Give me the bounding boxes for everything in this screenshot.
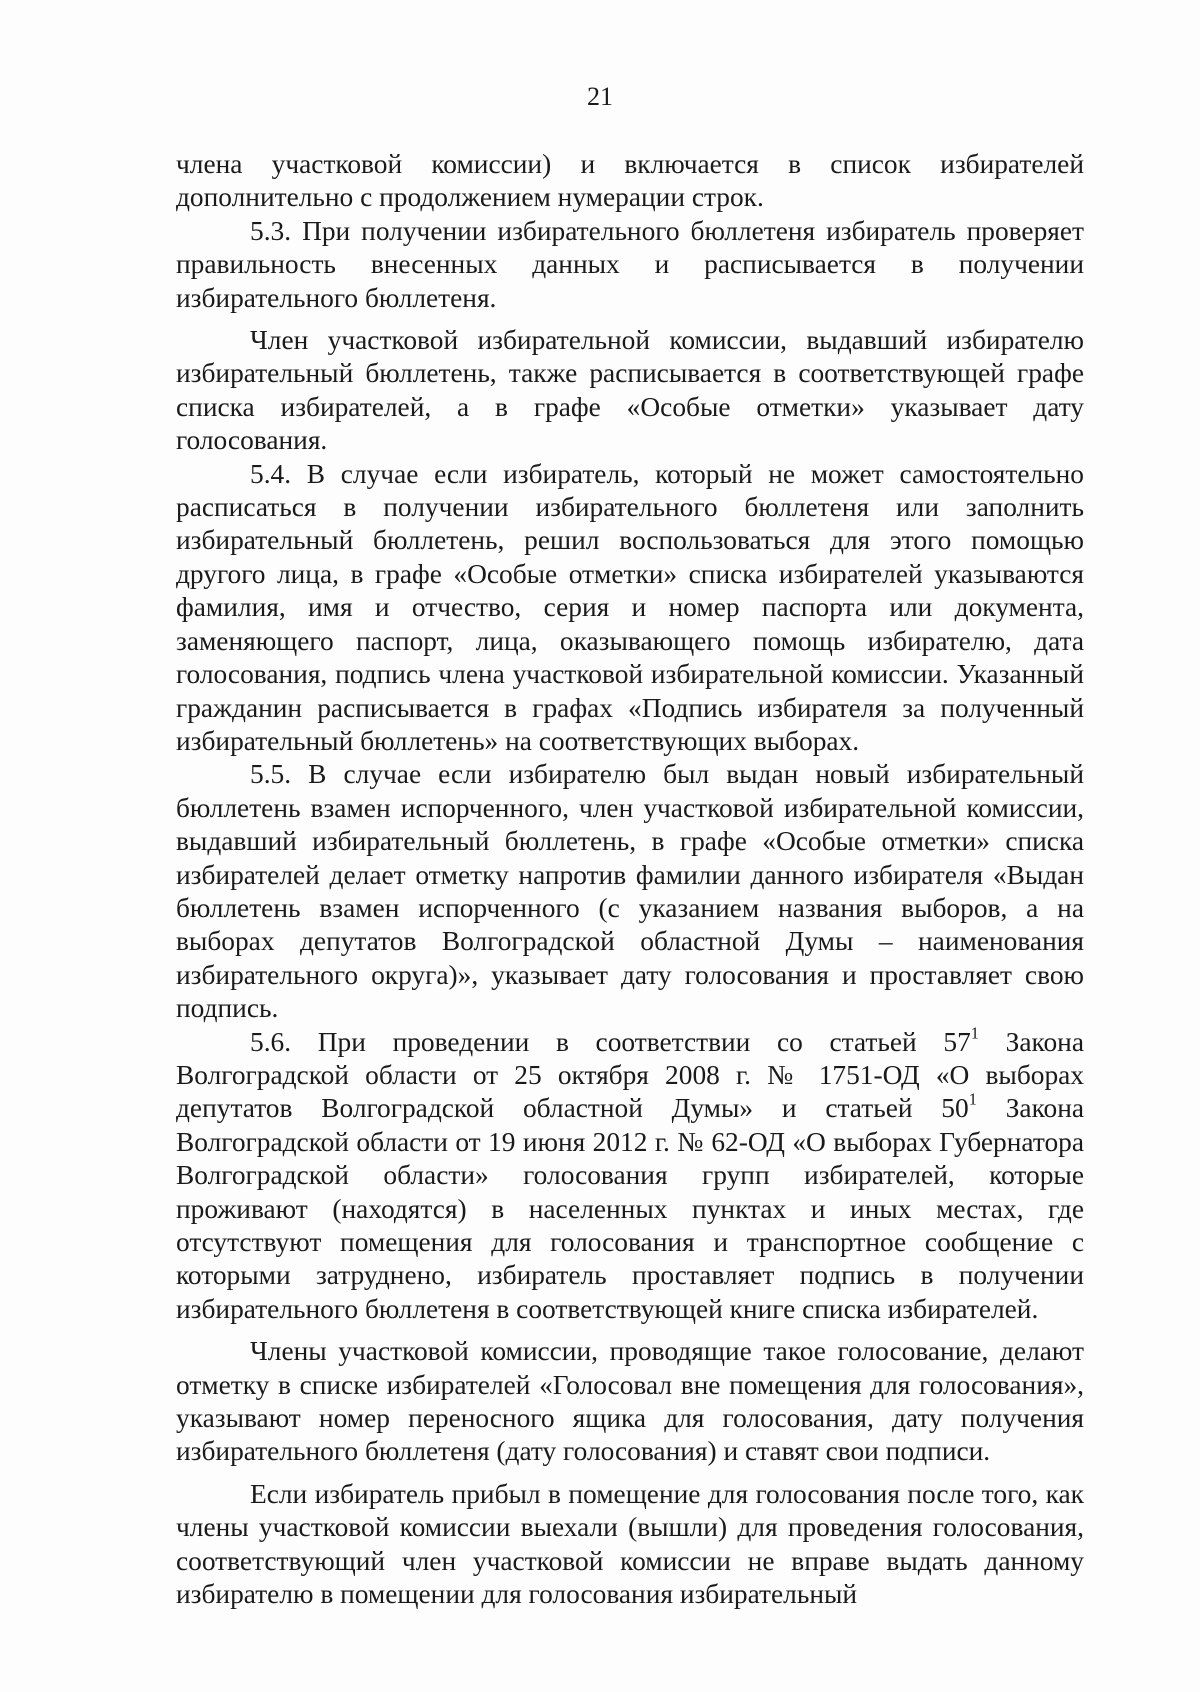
paragraph-5-3-member: Член участковой избирательной комиссии, выдавший избирателю избирательный бюллетень, также расписывается в соответствующей графе списка избирателей, а в графе «Особые отметки» указывает дату голосования. bbox=[176, 325, 1084, 456]
paragraph-5-5: 5.5. В случае если избирателю был выдан новый избирательный бюллетень взамен испорченного, член участковой избирательной комиссии, выдавший избирательный бюллетень, в графе «Особые отметки» списка избирателей делает отметку напротив фамилии данного избирателя «Выдан бюллетень взамен испорченного (с указанием названия выборов, а на выборах депутатов Волгоградской областной Думы – наименования избирательного округа)», указывает дату голосования и проставляет свою подпись. bbox=[176, 759, 1084, 1024]
document-body bbox=[176, 148, 1084, 1611]
paragraph-5-6-members: Члены участковой комиссии, проводящие такое голосование, делают отметку в списке избирателей «Голосовал вне помещения для голосования», указывают номер переносного ящика для голосования, дату получения избирательного бюллетеня (дату голосования) и ставят свои подписи. bbox=[176, 1336, 1084, 1467]
paragraph-5-3: 5.3. При получении избирательного бюллетеня избиратель проверяет правильность внесенных данных и расписывается в получении избирательного бюллетеня. bbox=[176, 215, 1084, 313]
paragraph-continuation: члена участковой комиссии) и включается в список избирателей дополнительно с продолжением нумерации строк. bbox=[176, 149, 1084, 213]
superscript-2: 1 bbox=[968, 1090, 977, 1110]
paragraph-5-6-part-3: Закона Волгоградской области от 19 июня 2012 г. № 62-ОД «О выборах Губернатора Волгоградской области» голосования групп избирателей, которые проживают (находятся) в населенных пунктах и иных местах, где отсутствуют помещения для голосования и транспортное сообщение с которыми затруднено, избиратель проставляет подпись в получении избирательного бюллетеня в соответствующей книге списка избирателей. bbox=[176, 1093, 1085, 1324]
superscript-1: 1 bbox=[970, 1023, 979, 1043]
paragraph-5-6-part-2: Закона Волгоградской области от 25 октября 2008 г. № 1751-ОД «О выборах депутатов Волгоградской областной Думы» и статьей 50 bbox=[176, 1026, 1084, 1124]
page-number: 21 bbox=[587, 82, 613, 111]
paragraph-5-6-late-voter: Если избиратель прибыл в помещение для голосования после того, как члены участковой комиссии выехали (вышли) для проведения голосования, соответствующий член участковой комиссии не вправе выдать данному избирателю в помещении для голосования избирательный bbox=[176, 1478, 1084, 1610]
paragraph-5-4: 5.4. В случае если избиратель, который не может самостоятельно расписаться в получении избирательного бюллетеня или заполнить избирательный бюллетень, решил воспользоваться для этого помощью другого лица, в графе «Особые отметки» списка избирателей указываются фамилия, имя и отчество, серия и номер паспорта или документа, заменяющего паспорт, лица, оказывающего помощь избирателю, дата голосования, подпись члена участковой избирательной комиссии. Указанный гражданин расписывается в графах «Подпись избирателя за полученный избирательный бюллетень» на соответствующих выборах. bbox=[176, 458, 1084, 756]
paragraph-5-6 bbox=[176, 1023, 1085, 1327]
paragraph-5-6-part-1: 5.6. При проведении в соответствии со статьей 57 bbox=[250, 1026, 971, 1057]
